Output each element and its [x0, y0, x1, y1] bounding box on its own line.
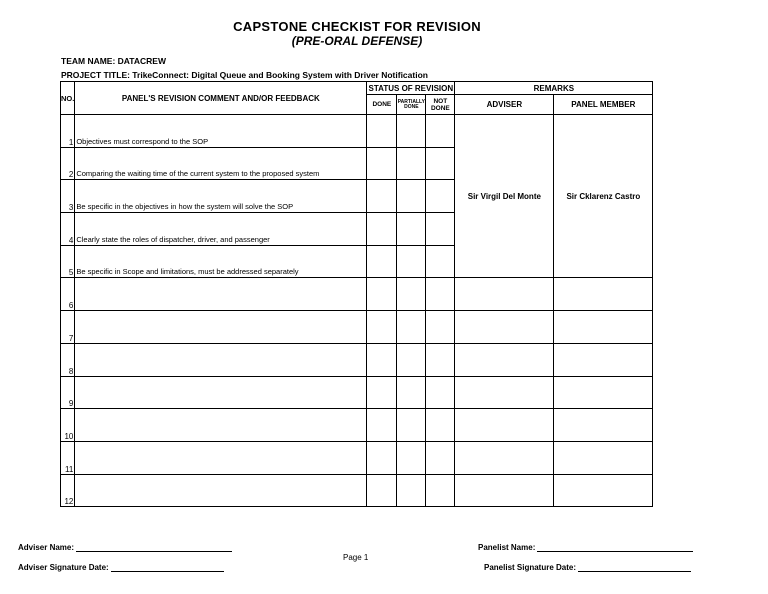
status-done-cell: [367, 115, 397, 148]
header-comment: PANEL'S REVISION COMMENT AND/OR FEEDBACK: [75, 82, 367, 115]
panelist-name-field: [478, 543, 693, 552]
header-no: NO.: [61, 82, 75, 115]
project-title: PROJECT TITLE: TrikeConnect: Digital Queue and Booking System with Driver Notification: [61, 70, 428, 80]
status-done-cell: [367, 245, 397, 278]
status-partially-done-cell: [397, 147, 426, 180]
table-row: [61, 474, 653, 507]
row-number: 3: [61, 180, 75, 213]
status-done-cell: [367, 343, 397, 376]
status-not-done-cell: [426, 376, 455, 409]
page-number: Page 1: [343, 553, 369, 562]
adviser-name-line: [76, 543, 232, 552]
table-row: [61, 311, 653, 344]
status-partially-done-cell: [397, 474, 426, 507]
revision-checklist-table: [60, 81, 653, 507]
status-not-done-cell: [426, 311, 455, 344]
status-not-done-cell: [426, 180, 455, 213]
row-comment: Be specific in Scope and limitations, must be addressed separately: [75, 245, 367, 278]
adviser-remark: Sir Virgil Del Monte: [455, 115, 554, 278]
status-partially-done-cell: [397, 180, 426, 213]
row-number: 4: [61, 213, 75, 246]
table-row: [61, 115, 653, 148]
row-comment: Comparing the waiting time of the current system to the proposed system: [75, 147, 367, 180]
status-partially-done-cell: [397, 409, 426, 442]
row-comment: Clearly state the roles of dispatcher, driver, and passenger: [75, 213, 367, 246]
row-number: 8: [61, 343, 75, 376]
adviser-remark-cell: [455, 474, 554, 507]
table-row: [61, 343, 653, 376]
row-comment: [75, 311, 367, 344]
status-not-done-cell: [426, 474, 455, 507]
header-adviser: ADVISER: [455, 95, 554, 115]
status-partially-done-cell: [397, 213, 426, 246]
document-title: CAPSTONE CHECKIST FOR REVISION: [233, 19, 481, 34]
status-not-done-cell: [426, 409, 455, 442]
header-partially-done-label: PARTIALLY DONE: [397, 98, 425, 110]
row-comment: Objectives must correspond to the SOP: [75, 115, 367, 148]
status-done-cell: [367, 180, 397, 213]
table-row: [61, 441, 653, 474]
adviser-remark-cell: [455, 441, 554, 474]
panel-member-remark-cell: [554, 311, 653, 344]
header-remarks: REMARKS: [455, 82, 653, 95]
adviser-remark-cell: [455, 409, 554, 442]
panelist-signature-field: [484, 563, 691, 572]
header-not-done: NOT DONE: [426, 95, 455, 115]
panel-member-remark-cell: [554, 409, 653, 442]
status-not-done-cell: [426, 147, 455, 180]
status-not-done-cell: [426, 245, 455, 278]
row-number: 9: [61, 376, 75, 409]
adviser-remark-cell: [455, 343, 554, 376]
row-comment: [75, 441, 367, 474]
status-not-done-cell: [426, 213, 455, 246]
status-partially-done-cell: [397, 245, 426, 278]
status-done-cell: [367, 409, 397, 442]
table-row: [61, 409, 653, 442]
status-done-cell: [367, 213, 397, 246]
status-partially-done-cell: [397, 115, 426, 148]
adviser-remark-cell: [455, 311, 554, 344]
panelist-name-label: Panelist Name:: [478, 543, 536, 552]
panelist-signature-label: Panelist Signature Date:: [484, 563, 577, 572]
row-number: 11: [61, 441, 75, 474]
status-done-cell: [367, 474, 397, 507]
status-partially-done-cell: [397, 376, 426, 409]
status-done-cell: [367, 147, 397, 180]
panel-member-remark-cell: [554, 441, 653, 474]
panel-member-remark-cell: [554, 474, 653, 507]
status-not-done-cell: [426, 115, 455, 148]
adviser-remark-cell: [455, 278, 554, 311]
team-name: TEAM NAME: DATACREW: [61, 56, 166, 66]
adviser-remark-cell: [455, 376, 554, 409]
status-done-cell: [367, 441, 397, 474]
header-panel-member: PANEL MEMBER: [554, 95, 653, 115]
row-comment: [75, 409, 367, 442]
document-subtitle: (PRE-ORAL DEFENSE): [291, 34, 423, 48]
row-number: 6: [61, 278, 75, 311]
panelist-name-line: [537, 543, 693, 552]
panel-member-remark-cell: [554, 343, 653, 376]
row-number: 12: [61, 474, 75, 507]
row-number: 5: [61, 245, 75, 278]
panel-member-remark-cell: [554, 376, 653, 409]
status-done-cell: [367, 376, 397, 409]
table-row: [61, 278, 653, 311]
table-row: [61, 376, 653, 409]
status-partially-done-cell: [397, 441, 426, 474]
adviser-signature-line: [111, 563, 224, 572]
status-partially-done-cell: [397, 311, 426, 344]
status-done-cell: [367, 278, 397, 311]
row-comment: [75, 474, 367, 507]
panel-member-remark-cell: [554, 278, 653, 311]
status-not-done-cell: [426, 343, 455, 376]
status-partially-done-cell: [397, 278, 426, 311]
panel-member-remark: Sir Cklarenz Castro: [554, 115, 653, 278]
row-number: 7: [61, 311, 75, 344]
row-comment: [75, 343, 367, 376]
row-number: 1: [61, 115, 75, 148]
adviser-signature-field: [18, 563, 224, 572]
row-comment: Be specific in the objectives in how the system will solve the SOP: [75, 180, 367, 213]
status-not-done-cell: [426, 278, 455, 311]
header-partially-done: [397, 95, 426, 115]
panelist-signature-line: [578, 563, 691, 572]
row-number: 10: [61, 409, 75, 442]
adviser-name-field: [18, 543, 232, 552]
row-comment: [75, 376, 367, 409]
adviser-name-label: Adviser Name:: [18, 543, 75, 552]
row-number: 2: [61, 147, 75, 180]
row-comment: [75, 278, 367, 311]
status-done-cell: [367, 311, 397, 344]
header-status: STATUS OF REVISION: [368, 83, 454, 93]
header-done: DONE: [367, 95, 397, 115]
status-partially-done-cell: [397, 343, 426, 376]
adviser-signature-label: Adviser Signature Date:: [18, 563, 109, 572]
status-not-done-cell: [426, 441, 455, 474]
